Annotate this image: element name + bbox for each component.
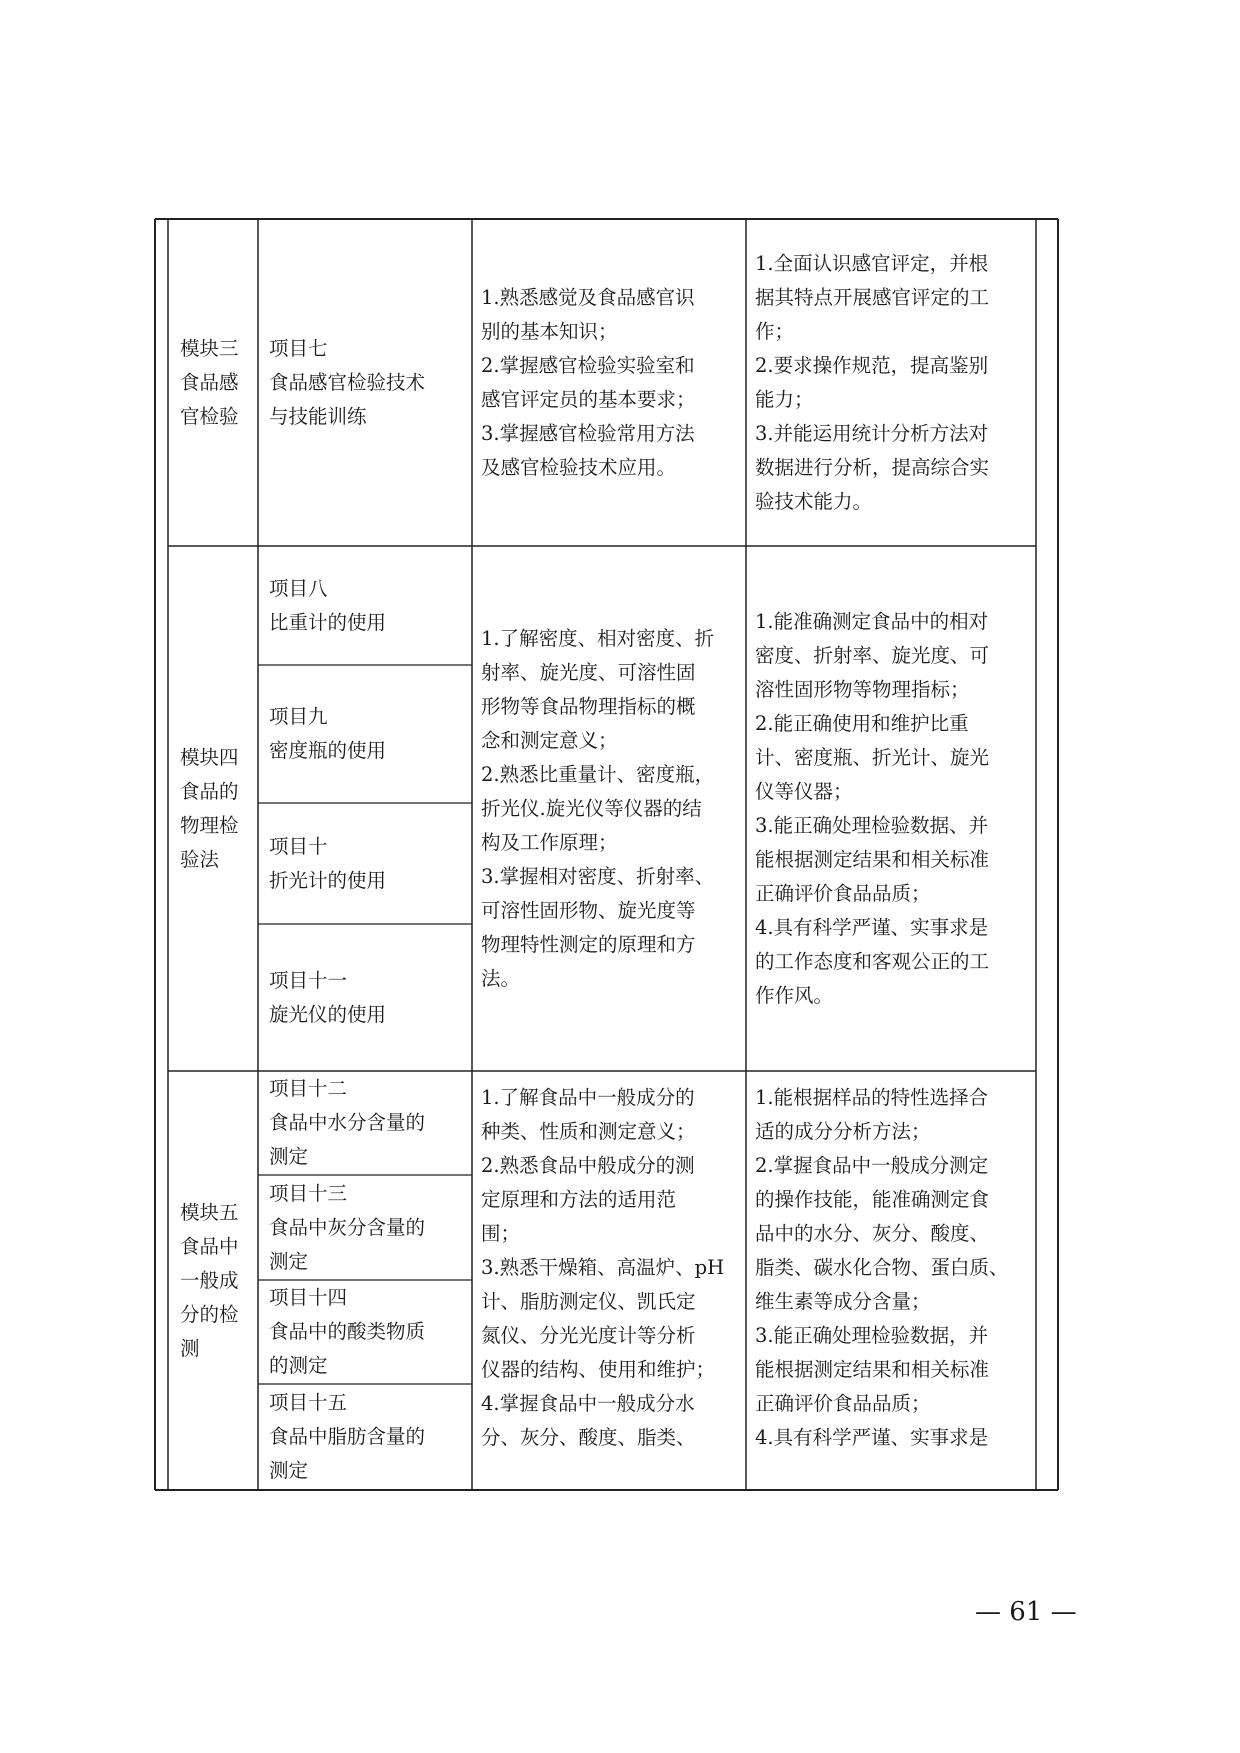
cell-text-line: 官检验 bbox=[180, 404, 239, 428]
cell-text-line: 项目九 bbox=[269, 705, 328, 728]
cell-text-line: 食品中脂肪含量的 bbox=[269, 1425, 426, 1448]
cell-text-line: 念和测定意义； bbox=[481, 728, 618, 752]
cell-text-line: 项目十五 bbox=[269, 1391, 348, 1414]
cell-text-line: 感官评定员的基本要求； bbox=[481, 387, 696, 411]
cell-text-line: 折光计的使用 bbox=[269, 868, 387, 892]
cell-text-line: 食品中 bbox=[180, 1234, 239, 1258]
project-name bbox=[258, 1175, 472, 1280]
cell-text-line: 模块五 bbox=[180, 1200, 239, 1224]
cell-text-line: 2.掌握食品中一般成分测定 bbox=[755, 1154, 989, 1177]
cell-text-line: 溶性固形物等物理指标； bbox=[755, 677, 970, 701]
project-name bbox=[258, 803, 472, 924]
cell-text-line: 密度、折射率、旋光度、可 bbox=[755, 643, 990, 667]
cell-text-line: 的操作技能，能准确测定食 bbox=[755, 1188, 990, 1211]
cell-text-line: 2.熟悉比重量计、密度瓶， bbox=[481, 762, 715, 786]
project-name bbox=[258, 546, 472, 665]
cell-text-line: 4.具有科学严谨、实事求是 bbox=[755, 915, 989, 939]
cell-text-line: 旋光仪的使用 bbox=[269, 1002, 387, 1026]
cell-text-line: 品中的水分、灰分、酸度、 bbox=[755, 1222, 990, 1245]
cell-text-line: 与技能训练 bbox=[269, 404, 367, 428]
cell-text-line: 食品中水分含量的 bbox=[269, 1111, 426, 1134]
cell-text-line: 项目八 bbox=[269, 576, 328, 600]
cell-text-line: 维生素等成分含量； bbox=[755, 1290, 931, 1313]
project-name bbox=[258, 665, 472, 803]
project-name bbox=[258, 924, 472, 1071]
project-name bbox=[258, 1071, 472, 1175]
cell-text-line: 4.具有科学严谨、实事求是 bbox=[755, 1426, 989, 1449]
cell-text-line: 种类、性质和测定意义； bbox=[481, 1120, 696, 1143]
cell-text-line: 分、灰分、酸度、脂类、 bbox=[481, 1426, 696, 1449]
cell-text-line: 能根据测定结果和相关标准 bbox=[755, 847, 990, 871]
cell-text-line: 适的成分分析方法； bbox=[755, 1120, 931, 1143]
knowledge-requirements bbox=[472, 219, 746, 546]
cell-text-line: 验法 bbox=[180, 847, 220, 871]
skill-requirements bbox=[746, 546, 1036, 1071]
cell-text-line: 法。 bbox=[481, 966, 521, 990]
cell-text-line: 折光仪.旋光仪等仪器的结 bbox=[481, 796, 702, 820]
cell-text-line: 食品中的酸类物质 bbox=[269, 1320, 426, 1343]
cell-text-line: 形物等食品物理指标的概 bbox=[481, 694, 696, 718]
cell-text-line: 项目七 bbox=[269, 336, 328, 360]
cell-text-line: 物理检 bbox=[180, 813, 239, 837]
cell-text-line: 项目十 bbox=[269, 834, 328, 858]
knowledge-requirements bbox=[472, 546, 746, 1071]
cell-text-line: 3.能正确处理检验数据、并 bbox=[755, 813, 989, 837]
cell-text-line: 测 bbox=[180, 1336, 200, 1360]
cell-text-line: 别的基本知识； bbox=[481, 319, 618, 343]
cell-text-line: 模块三 bbox=[180, 336, 239, 360]
cell-text-line: 仪器的结构、使用和维护； bbox=[481, 1358, 716, 1381]
cell-text-line: 2.熟悉食品中般成分的测 bbox=[481, 1154, 695, 1177]
cell-text-line: 3.掌握相对密度、折射率、 bbox=[481, 864, 715, 888]
cell-text-line: 作； bbox=[755, 319, 795, 343]
cell-text-line: 3.能正确处理检验数据，并 bbox=[755, 1324, 989, 1347]
cell-text-line: 3.掌握感官检验常用方法 bbox=[481, 421, 695, 445]
cell-text-line: 测定 bbox=[269, 1459, 309, 1482]
project-name bbox=[258, 219, 472, 546]
cell-text-line: 项目十三 bbox=[269, 1181, 348, 1205]
cell-text-line: 模块四 bbox=[180, 745, 239, 769]
cell-text-line: 的测定 bbox=[269, 1354, 328, 1377]
cell-text-line: 食品感官检验技术 bbox=[269, 370, 426, 394]
cell-text-line: 2.掌握感官检验实验室和 bbox=[481, 353, 695, 377]
cell-text-line: 据其特点开展感官评定的工 bbox=[755, 285, 990, 309]
cell-text-line: 射率、旋光度、可溶性固 bbox=[481, 660, 696, 684]
cell-text-line: 围； bbox=[481, 1222, 521, 1245]
cell-text-line: 测定 bbox=[269, 1145, 309, 1168]
cell-text-line: 物理特性测定的原理和方 bbox=[481, 932, 696, 956]
cell-text-line: 项目十四 bbox=[269, 1286, 348, 1309]
cell-text-line: 可溶性固形物、旋光度等 bbox=[481, 898, 696, 922]
cell-text-line: 仪等仪器； bbox=[755, 779, 853, 803]
skill-requirements bbox=[746, 219, 1036, 546]
cell-text-line: 测定 bbox=[269, 1249, 309, 1273]
skill-requirements bbox=[746, 1071, 1036, 1490]
cell-text-line: 正确评价食品品质； bbox=[755, 881, 931, 905]
cell-text-line: 3.熟悉干燥箱、高温炉、pH bbox=[481, 1256, 725, 1279]
cell-text-line: 项目十一 bbox=[269, 968, 348, 992]
project-name bbox=[258, 1280, 472, 1384]
cell-text-line: 作作风。 bbox=[755, 983, 834, 1007]
cell-text-line: 1.了解密度、相对密度、折 bbox=[481, 626, 715, 650]
cell-text-line: 项目十二 bbox=[269, 1077, 348, 1100]
cell-text-line: 数据进行分析，提高综合实 bbox=[755, 455, 990, 479]
cell-text-line: 计、脂肪测定仪、凯氏定 bbox=[481, 1290, 696, 1313]
module-name bbox=[168, 546, 258, 1071]
cell-text-line: 1.能根据样品的特性选择合 bbox=[755, 1086, 989, 1109]
cell-text-line: 4.掌握食品中一般成分水 bbox=[481, 1392, 695, 1415]
cell-text-line: 定原理和方法的适用范 bbox=[481, 1188, 677, 1211]
cell-text-line: 一般成 bbox=[180, 1268, 239, 1292]
cell-text-line: 分的检 bbox=[180, 1302, 239, 1326]
cell-text-line: 3.并能运用统计分析方法对 bbox=[755, 421, 989, 445]
cell-text-line: 1.全面认识感官评定，并根 bbox=[755, 251, 989, 275]
cell-text-line: 食品感 bbox=[180, 370, 239, 394]
cell-text-line: 食品中灰分含量的 bbox=[269, 1215, 426, 1239]
cell-text-line: 能力； bbox=[755, 387, 814, 411]
cell-text-line: 计、密度瓶、折光计、旋光 bbox=[755, 745, 990, 769]
cell-text-line: 2.能正确使用和维护比重 bbox=[755, 711, 969, 735]
cell-text-line: 1.能准确测定食品中的相对 bbox=[755, 609, 989, 633]
knowledge-requirements bbox=[472, 1071, 746, 1490]
cell-text-line: 食品的 bbox=[180, 779, 239, 803]
module-name bbox=[168, 1071, 258, 1490]
cell-text-line: 密度瓶的使用 bbox=[269, 739, 387, 762]
cell-text-line: 比重计的使用 bbox=[269, 610, 387, 634]
cell-text-line: 的工作态度和客观公正的工 bbox=[755, 949, 990, 973]
cell-text-line: 2.要求操作规范，提高鉴别 bbox=[755, 353, 989, 377]
project-name bbox=[258, 1384, 472, 1490]
cell-text-line: 脂类、碳水化合物、蛋白质、 bbox=[755, 1256, 1009, 1279]
cell-text-line: 验技术能力。 bbox=[755, 489, 873, 513]
page-number: — 61 — bbox=[975, 1597, 1077, 1627]
cell-text-line: 氮仪、分光光度计等分析 bbox=[481, 1324, 696, 1347]
module-name bbox=[168, 219, 258, 546]
cell-text-line: 能根据测定结果和相关标准 bbox=[755, 1358, 990, 1381]
cell-text-line: 1.熟悉感觉及食品感官识 bbox=[481, 285, 695, 309]
cell-text-line: 构及工作原理； bbox=[481, 830, 618, 854]
cell-text-line: 正确评价食品品质； bbox=[755, 1392, 931, 1415]
cell-text-line: 及感官检验技术应用。 bbox=[481, 455, 677, 479]
cell-text-line: 1.了解食品中一般成分的 bbox=[481, 1086, 695, 1109]
